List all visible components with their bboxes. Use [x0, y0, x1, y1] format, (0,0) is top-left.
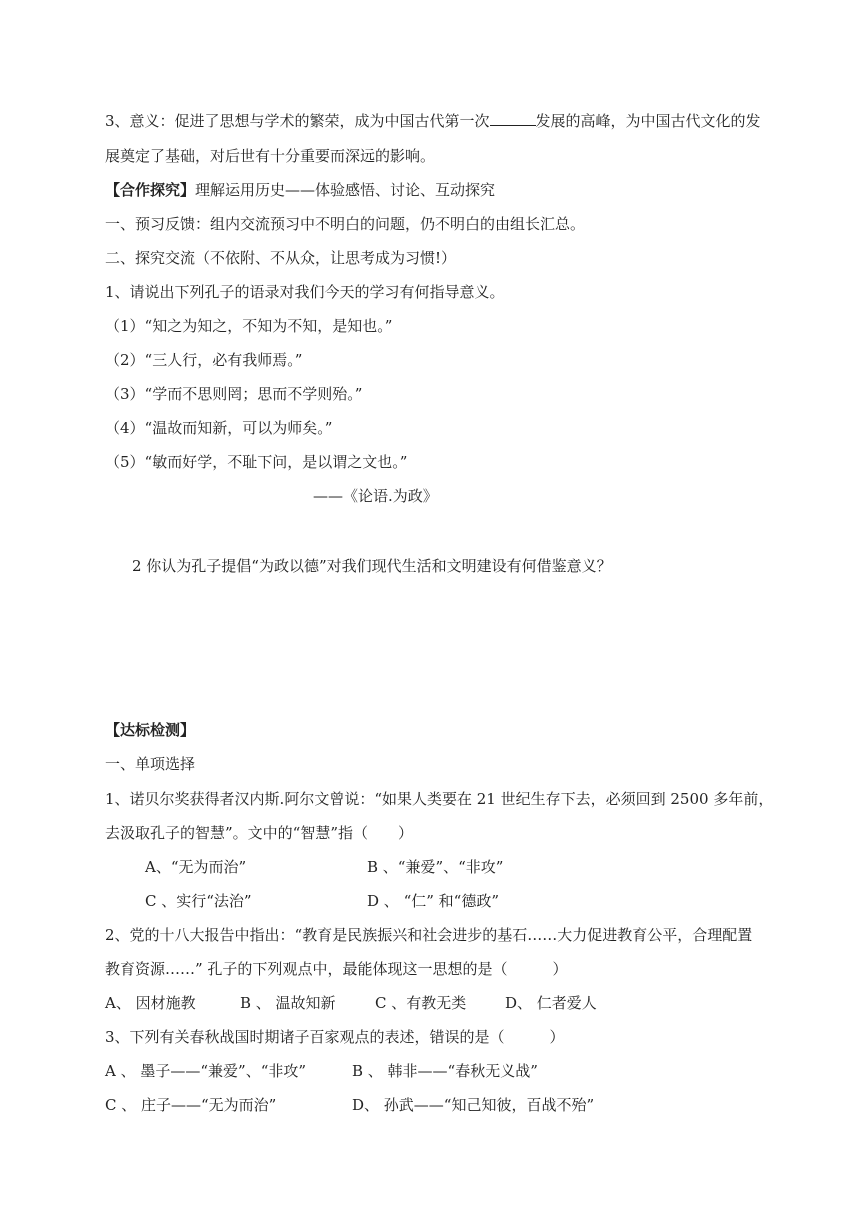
mc-question-2-line-1: 2、党的十八大报告中指出：“教育是民族振兴和社会进步的基石……大力促进教育公平，合理配置: [105, 926, 753, 944]
q2-option-b: B 、 温故知新: [240, 994, 336, 1012]
q1-option-c: C 、实行“法治”: [145, 892, 252, 910]
cooperative-subtitle: 理解运用历史——体验感悟、讨论、互动探究: [195, 181, 496, 199]
single-choice-section: 一、单项选择: [105, 755, 196, 773]
explore-exchange: 二、探究交流（不依附、不从众，让思考成为习惯!）: [105, 249, 457, 267]
quote-4: （4）“温故而知新，可以为师矣。”: [105, 419, 333, 437]
significance-line-1: 3、意义：促进了思想与学术的繁荣，成为中国古代第一次 发展的高峰，为中国古代文化的发: [105, 112, 761, 130]
cooperative-heading: 【合作探究】: [105, 181, 196, 199]
mc-question-2-line-2: 教育资源……” 孔子的下列观点中，最能体现这一思想的是（ ）: [105, 960, 568, 978]
mc-question-3: 3、下列有关春秋战国时期诸子百家观点的表述，错误的是（ ）: [105, 1028, 565, 1046]
q2-option-a: A、 因材施教: [105, 994, 196, 1012]
q2-option-d: D、 仁者爱人: [505, 994, 597, 1012]
q1-option-d: D 、 “仁” 和“德政”: [367, 892, 500, 910]
q3-option-c: C 、 庄子——“无为而治”: [105, 1096, 277, 1114]
question-2: 2 你认为孔子提倡“为政以德”对我们现代生活和文明建设有何借鉴意义？: [132, 557, 612, 575]
q3-option-d: D、 孙武——“知己知彼，百战不殆”: [352, 1096, 595, 1114]
quote-3: （3）“学而不思则罔；思而不学则殆。”: [105, 385, 363, 403]
fill-in-blank: [490, 111, 536, 126]
cooperative-heading-line: [105, 180, 495, 200]
quote-1: （1）“知之为知之，不知为不知，是知也。”: [105, 317, 393, 335]
q3-option-b: B 、 韩非——“春秋无义战”: [352, 1062, 538, 1080]
preview-feedback: 一、预习反馈：组内交流预习中不明白的问题，仍不明白的由组长汇总。: [105, 215, 586, 233]
mc-question-1-line-2: 去汲取孔子的智慧”。文中的“智慧”指（ ）: [105, 824, 414, 842]
question-1: 1、请说出下列孔子的语录对我们今天的学习有何指导意义。: [105, 283, 505, 301]
quote-5: （5）“敏而好学，不耻下问，是以谓之文也。”: [105, 453, 408, 471]
q3-option-a: A 、 墨子——“兼爱”、“非攻”: [105, 1062, 307, 1080]
quote-2: （2）“三人行，必有我师焉。”: [105, 351, 303, 369]
q1-option-b: B 、“兼爱”、“非攻”: [367, 858, 504, 876]
significance-line-2: 展奠定了基础，对后世有十分重要而深远的影响。: [105, 147, 436, 165]
mc-question-1-line-1: 1、诺贝尔奖获得者汉内斯.阿尔文曾说：“如果人类要在 21 世纪生存下去，必须回到 2500 多年前，: [105, 790, 774, 808]
quote-source: ——《论语.为政》: [313, 487, 438, 505]
assessment-heading: 【达标检测】: [105, 721, 196, 739]
q2-option-c: C 、有教无类: [375, 994, 467, 1012]
q1-option-a: A、“无为而治”: [145, 858, 247, 876]
